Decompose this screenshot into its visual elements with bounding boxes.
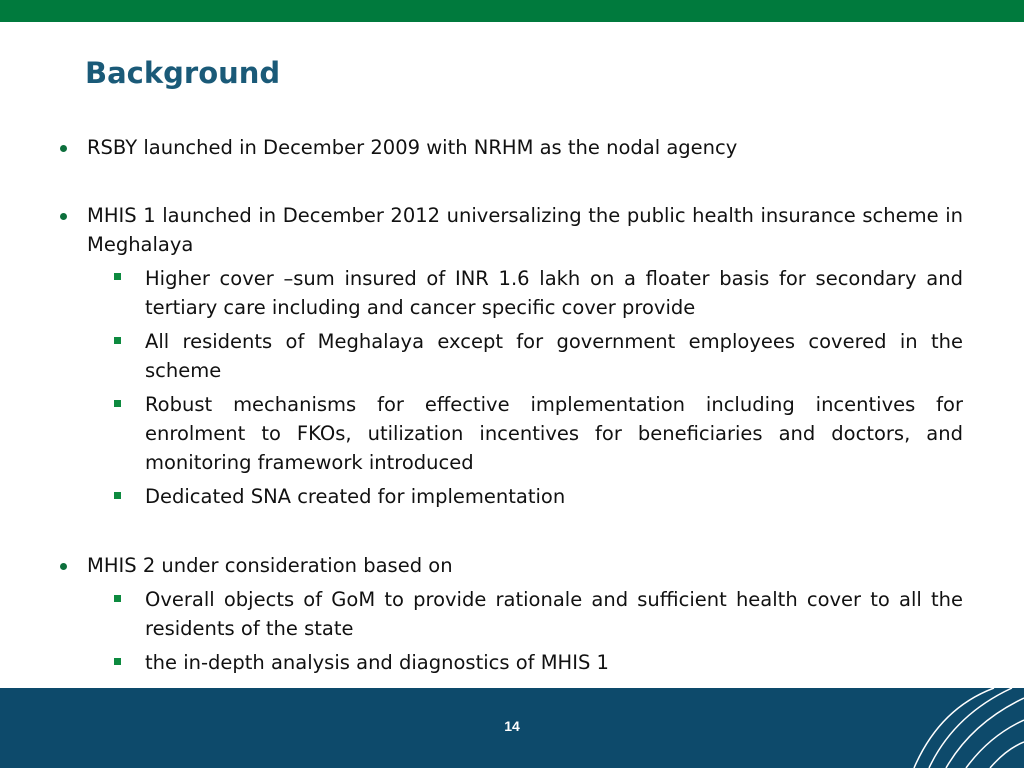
square-bullet-icon bbox=[114, 658, 121, 665]
square-bullet-icon bbox=[114, 492, 121, 499]
decorative-swoosh-icon bbox=[894, 688, 1024, 768]
slide-title: Background bbox=[85, 56, 281, 90]
sub-bullet-item: Higher cover –sum insured of INR 1.6 lakh on a floater basis for secondary and tertiary care including and cancer specific cover provide bbox=[145, 267, 963, 319]
page-number: 14 bbox=[504, 718, 520, 734]
bullet-dot-icon bbox=[60, 145, 67, 152]
bullet-item: RSBY launched in December 2009 with NRHM as the nodal agency bbox=[87, 136, 738, 159]
square-bullet-icon bbox=[114, 400, 121, 407]
footer-bar bbox=[0, 688, 1024, 768]
bullet-item: MHIS 2 under consideration based on bbox=[87, 554, 453, 577]
bullet-dot-icon bbox=[60, 563, 67, 570]
sub-bullet-item: Robust mechanisms for effective implementation including incentives for enrolment to FKOs, utilization incentives for beneficiaries and doctors, and monitoring framework introduced bbox=[145, 393, 963, 474]
sub-bullet-item: Dedicated SNA created for implementation bbox=[145, 485, 566, 508]
sub-bullet-item: Overall objects of GoM to provide rationale and sufficient health cover to all the residents of the state bbox=[145, 588, 963, 640]
bullet-item: MHIS 1 launched in December 2012 universalizing the public health insurance scheme in Meghalaya bbox=[87, 204, 963, 256]
bullet-dot-icon bbox=[60, 213, 67, 220]
square-bullet-icon bbox=[114, 337, 121, 344]
top-accent-bar bbox=[0, 0, 1024, 22]
square-bullet-icon bbox=[114, 273, 121, 280]
sub-bullet-item: the in-depth analysis and diagnostics of MHIS 1 bbox=[145, 651, 609, 674]
square-bullet-icon bbox=[114, 595, 121, 602]
sub-bullet-item: All residents of Meghalaya except for government employees covered in the scheme bbox=[145, 330, 963, 382]
